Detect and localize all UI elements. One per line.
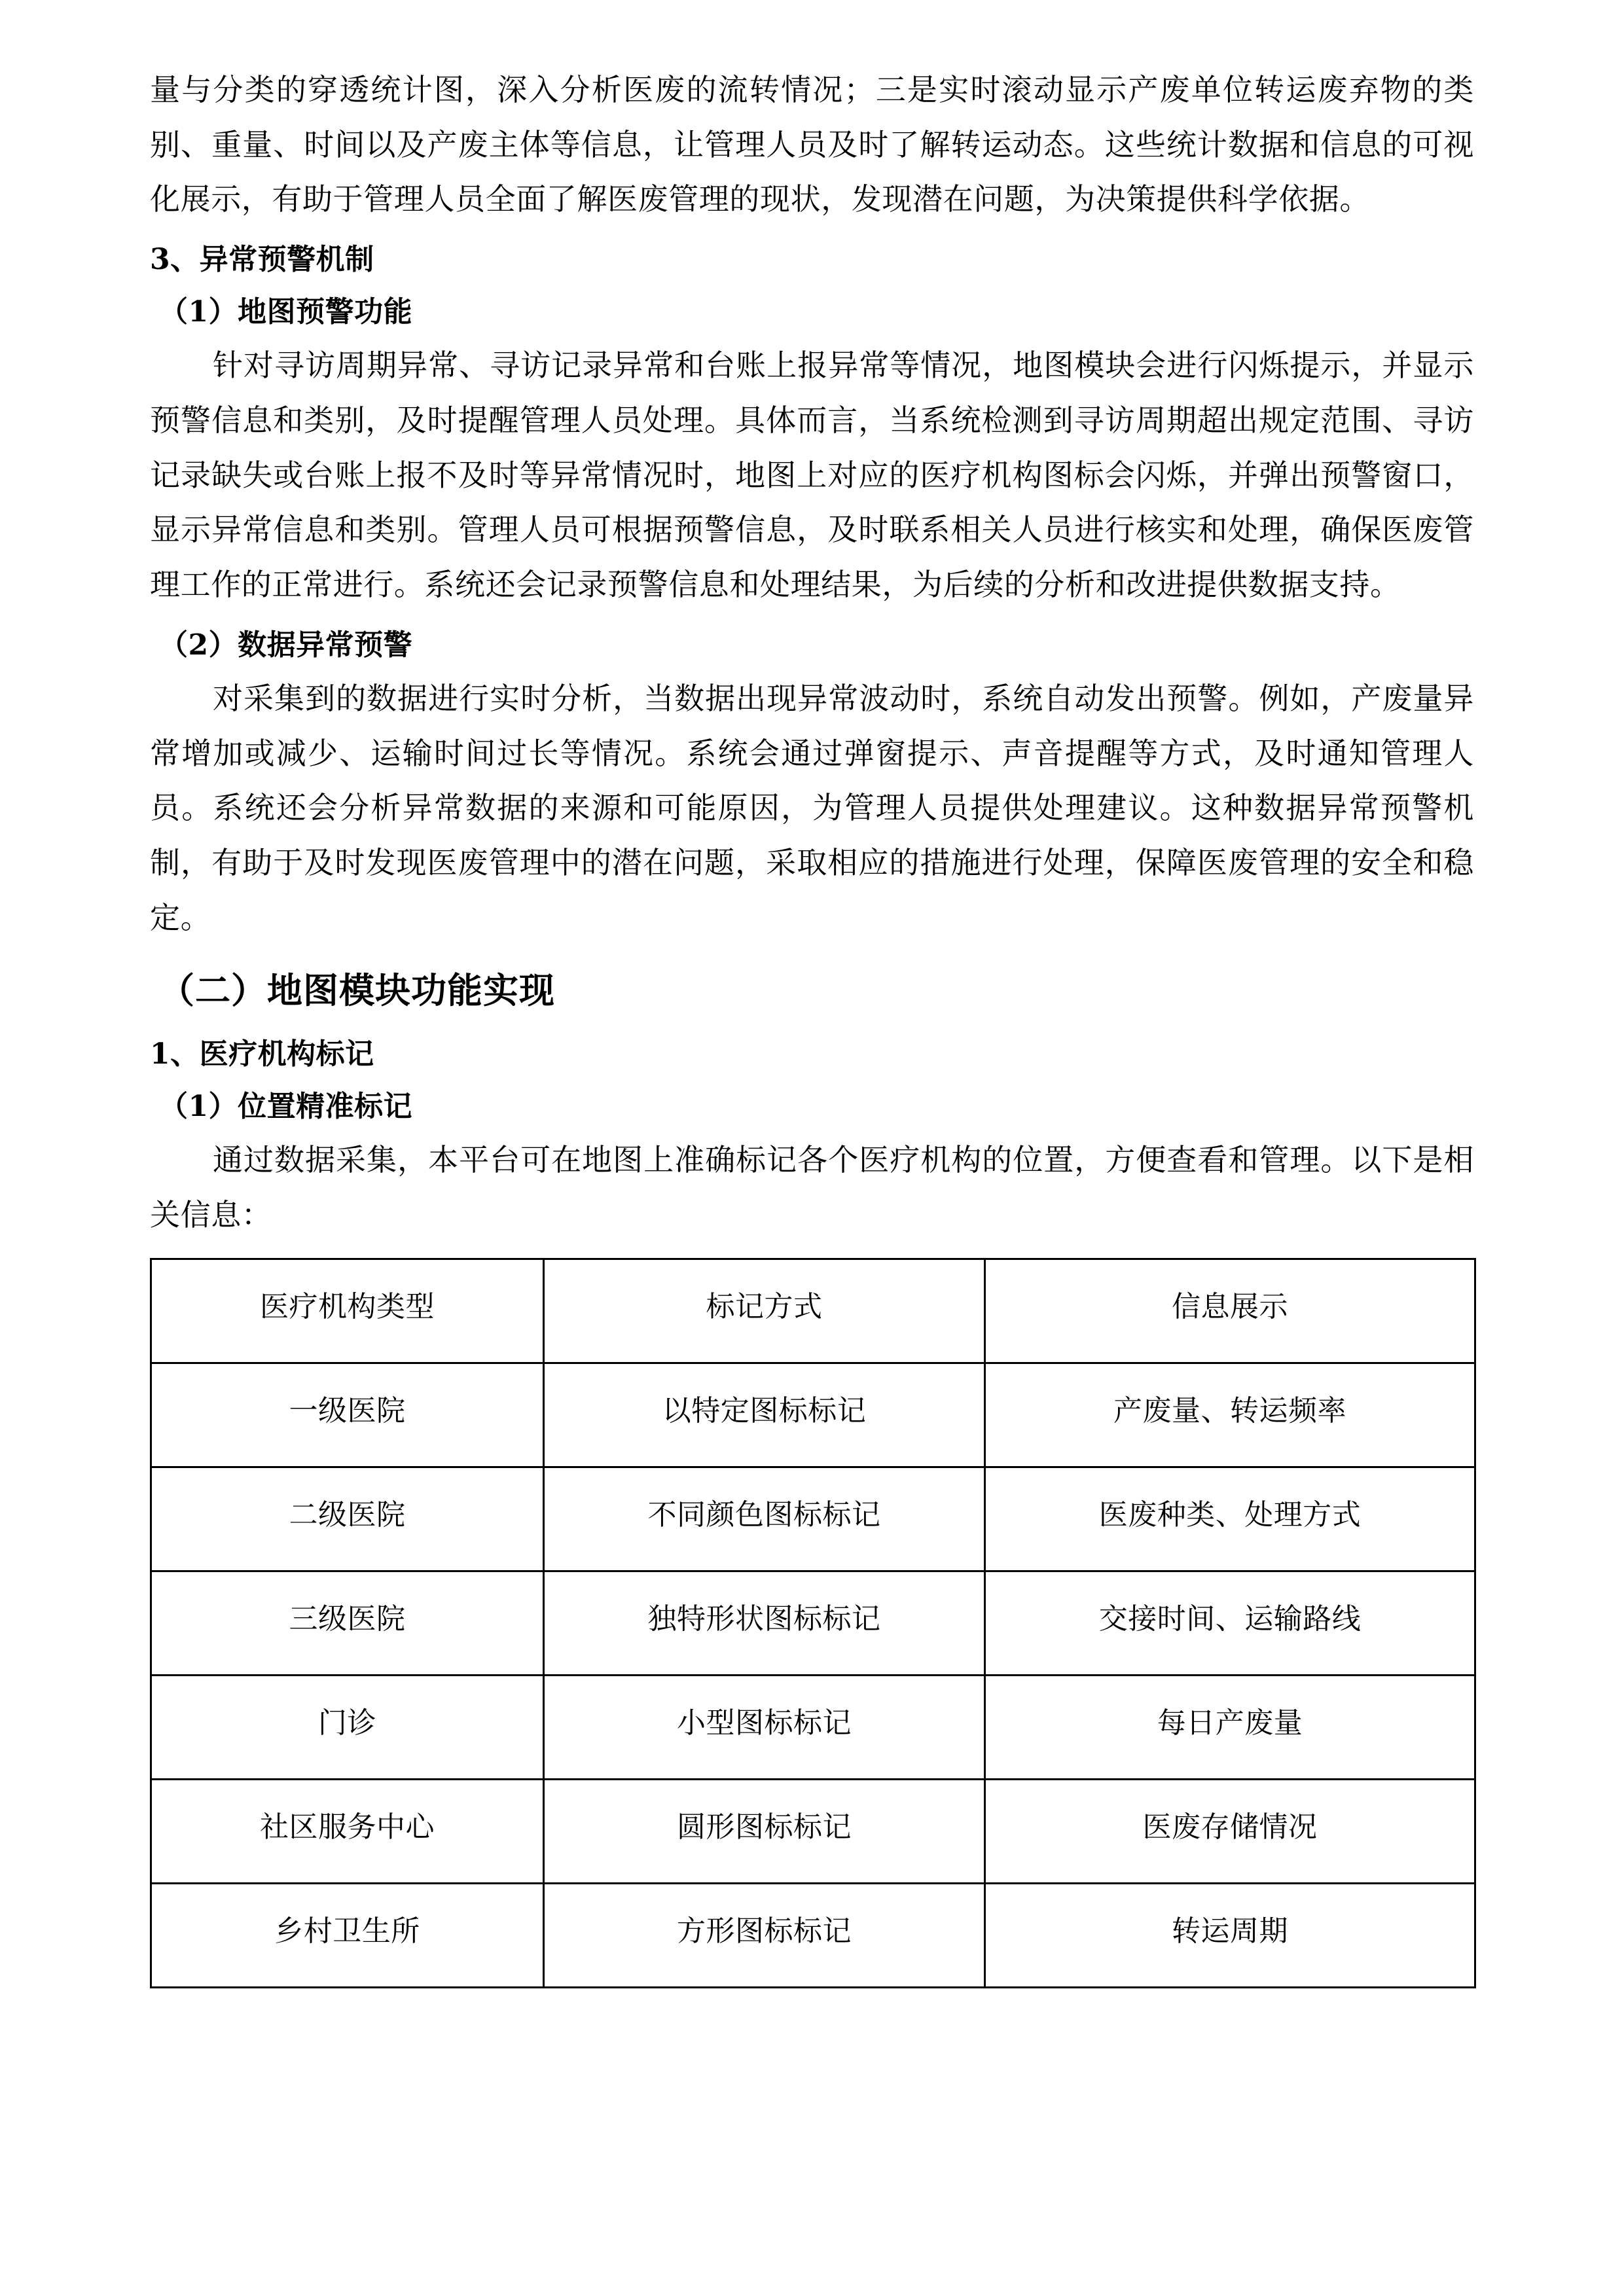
institution-marking-table-wrapper [150,1258,1474,1988]
heading-anomaly-warning-mechanism: 3、异常预警机制 [150,243,374,277]
table-row [151,1571,1475,1676]
table-header-row [151,1259,1475,1363]
paragraph-intro-continued: 量与分类的穿透统计图，深入分析医废的流转情况；三是实时滚动显示产废单位转运废弃物的类别、重量、时间以及产废主体等信息，让管理人员及时了解转运动态。这些统计数据和信息的可视化展示，有助于管理人员全面了解医废管理的现状，发现潜在问题，为决策提供科学依据。 [150,72,1474,217]
cell-institution-type: 三级医院 [151,1571,544,1676]
spacer [150,1022,1474,1028]
cell-institution-type: 一级医院 [151,1363,544,1467]
cell-marking-method: 独特形状图标标记 [544,1571,985,1676]
cell-institution-type: 乡村卫生所 [151,1884,544,1988]
column-header-information-display: 信息展示 [985,1259,1475,1363]
paragraph-map-warning: 针对寻访周期异常、寻访记录异常和台账上报异常等情况，地图模块会进行闪烁提示，并显示预警信息和类别，及时提醒管理人员处理。具体而言，当系统检测到寻访周期超出规定范围、寻访记录缺失或台账上报不及时等异常情况时，地图上对应的医疗机构图标会闪烁，并弹出预警窗口，显示异常信息和类别。管理人员可根据预警信息，及时联系相关人员进行核实和处理，确保医废管理工作的正常进行。系统还会记录预警信息和处理结果，为后续的分析和改进提供数据支持。 [150,348,1474,603]
institution-marking-table [150,1258,1476,1988]
cell-marking-method: 圆形图标标记 [544,1780,985,1884]
spacer [150,946,1474,959]
cell-institution-type: 门诊 [151,1676,544,1780]
cell-information-display: 每日产废量 [985,1676,1475,1780]
heading-medical-institution-marking: 1、医疗机构标记 [150,1037,374,1071]
table-row [151,1884,1475,1988]
cell-institution-type: 社区服务中心 [151,1780,544,1884]
paragraph-location-marking: 通过数据采集，本平台可在地图上准确标记各个医疗机构的位置，方便查看和管理。以下是相关信息： [150,1141,1474,1232]
spacer [150,227,1474,234]
heading-map-warning-function: （1）地图预警功能 [159,295,413,329]
cell-marking-method: 以特定图标标记 [544,1363,985,1467]
cell-information-display: 产废量、转运频率 [985,1363,1475,1467]
paragraph-data-anomaly-warning: 对采集到的数据进行实时分析，当数据出现异常波动时，系统自动发出预警。例如，产废量异常增加或减少、运输时间过长等情况。系统会通过弹窗提示、声音提醒等方式，及时通知管理人员。系统还会分析异常数据的来源和可能原因，为管理人员提供处理建议。这种数据异常预警机制，有助于及时发现医废管理中的潜在问题，采取相应的措施进行处理，保障医废管理的安全和稳定。 [150,680,1474,935]
heading-data-anomaly-warning: （2）数据异常预警 [159,628,413,662]
cell-information-display: 医废种类、处理方式 [985,1467,1475,1571]
page-content [150,63,1474,1988]
column-header-marking-method: 标记方式 [544,1259,985,1363]
table-row [151,1676,1475,1780]
cell-marking-method: 不同颜色图标标记 [544,1467,985,1571]
cell-institution-type: 二级医院 [151,1467,544,1571]
column-header-institution-type: 医疗机构类型 [151,1259,544,1363]
cell-marking-method: 方形图标标记 [544,1884,985,1988]
cell-information-display: 交接时间、运输路线 [985,1571,1475,1676]
heading-precise-location-marking: （1）位置精准标记 [159,1089,413,1123]
table-row [151,1363,1475,1467]
spacer [150,613,1474,619]
table-row [151,1467,1475,1571]
heading-map-module-implementation: （二）地图模块功能实现 [159,969,555,1011]
cell-marking-method: 小型图标标记 [544,1676,985,1780]
table-row [151,1780,1475,1884]
cell-information-display: 转运周期 [985,1884,1475,1988]
cell-information-display: 医废存储情况 [985,1780,1475,1884]
